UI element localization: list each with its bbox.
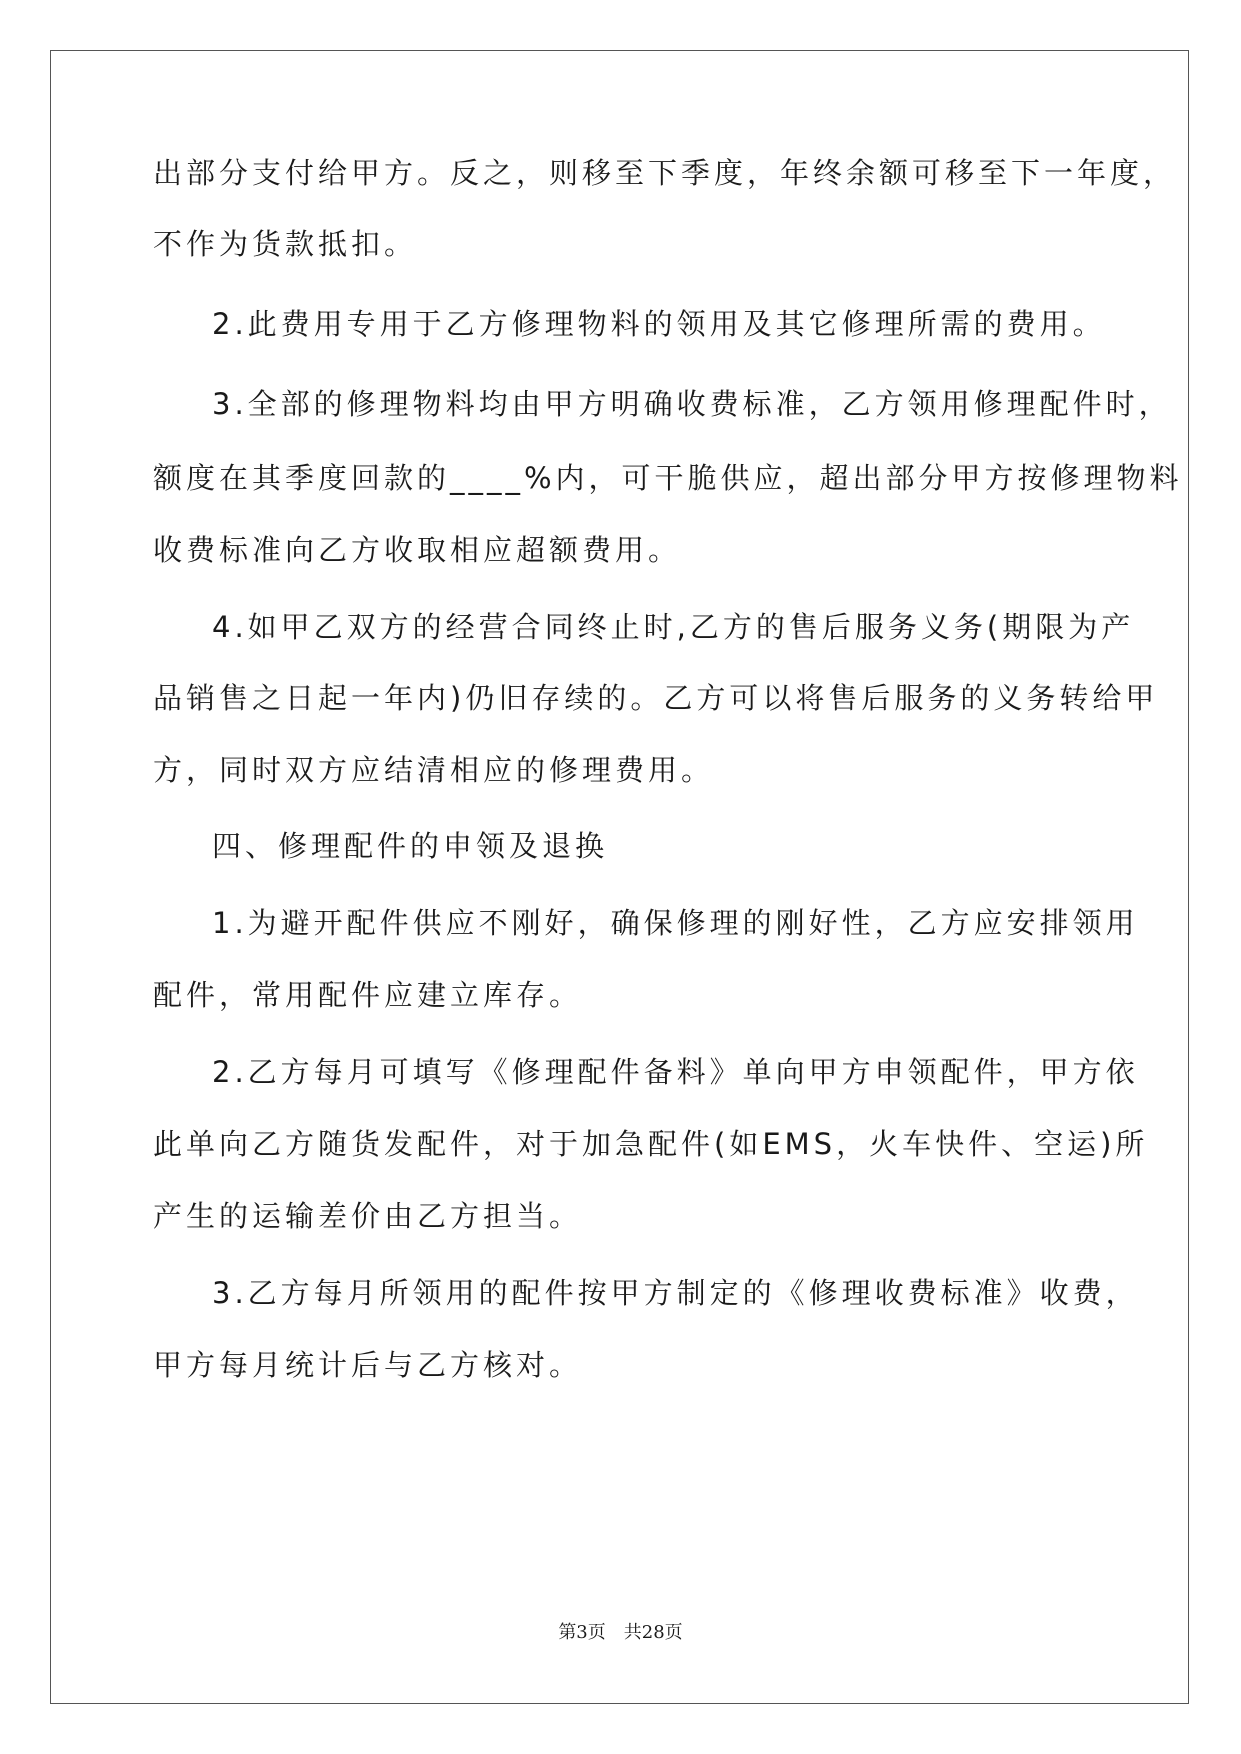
- paragraph-line: 产生的运输差价由乙方担当。: [153, 1199, 583, 1233]
- paragraph-line: 出部分支付给甲方。反之，则移至下季度，年终余额可移至下一年度，: [153, 156, 1177, 190]
- paragraph-line: 额度在其季度回款的____%内，可干脆供应，超出部分甲方按修理物料: [153, 461, 1183, 495]
- page-border: [50, 50, 1189, 1704]
- paragraph-line: 2.此费用专用于乙方修理物料的领用及其它修理所需的费用。: [212, 307, 1106, 341]
- paragraph-line: 收费标准向乙方收取相应超额费用。: [153, 533, 682, 567]
- paragraph-line: 3.全部的修理物料均由甲方明确收费标准，乙方领用修理配件时，: [212, 387, 1172, 421]
- current-page: 第3页: [558, 1622, 606, 1643]
- paragraph-line: 此单向乙方随货发配件，对于加急配件(如EMS，火车快件、空运)所: [153, 1127, 1149, 1161]
- total-pages: 共28页: [623, 1622, 683, 1643]
- paragraph-line: 4.如甲乙双方的经营合同终止时,乙方的售后服务义务(期限为产: [212, 610, 1135, 644]
- paragraph-line: 1.为避开配件供应不刚好，确保修理的刚好性，乙方应安排领用: [212, 906, 1139, 940]
- section-heading: 四、修理配件的申领及退换: [212, 829, 609, 863]
- paragraph-line: 3.乙方每月所领用的配件按甲方制定的《修理收费标准》收费，: [212, 1276, 1139, 1310]
- paragraph-line: 方，同时双方应结清相应的修理费用。: [153, 753, 715, 787]
- page-footer: [0, 1621, 1241, 1645]
- paragraph-line: 甲方每月统计后与乙方核对。: [153, 1348, 583, 1382]
- paragraph-line: 不作为货款抵扣。: [153, 227, 418, 261]
- paragraph-line: 配件，常用配件应建立库存。: [153, 978, 583, 1012]
- paragraph-line: 品销售之日起一年内)仍旧存续的。乙方可以将售后服务的义务转给甲: [153, 681, 1159, 715]
- paragraph-line: 2.乙方每月可填写《修理配件备料》单向甲方申领配件，甲方依: [212, 1055, 1139, 1089]
